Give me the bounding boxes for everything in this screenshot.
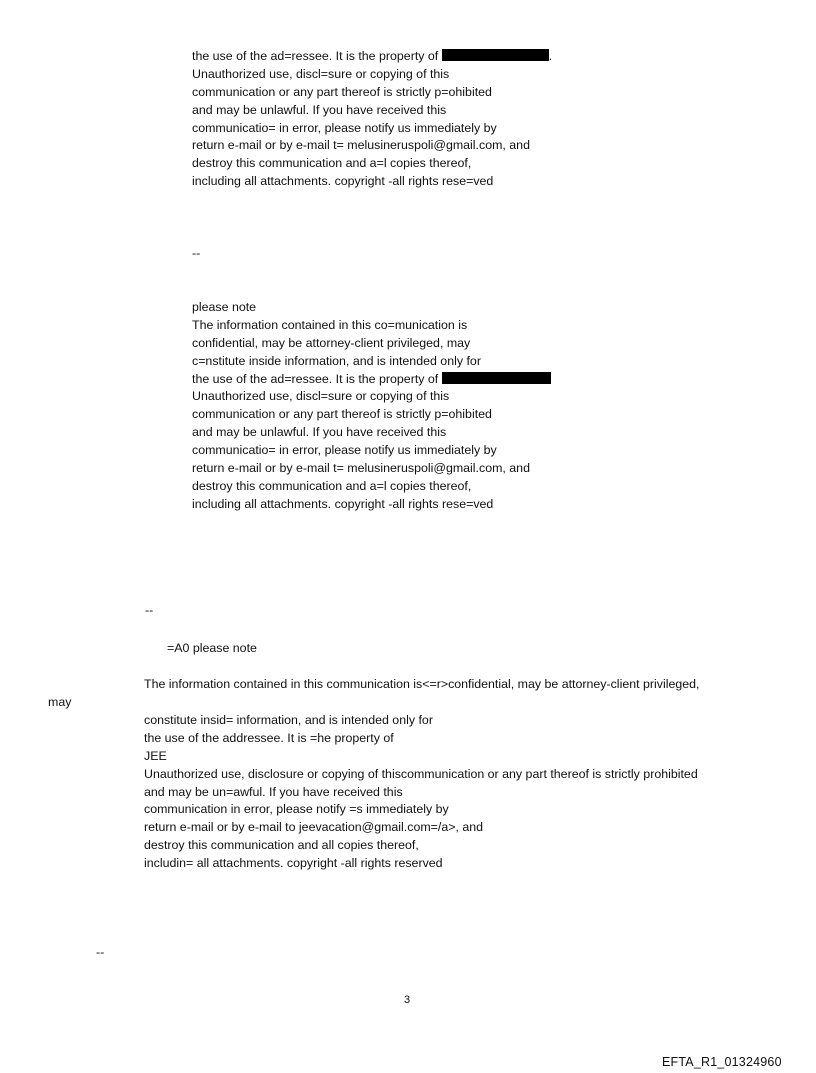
email-footer-block-2 (192, 299, 551, 514)
text-line: Unauthorized use, discl=sure or copying of this (192, 66, 450, 81)
text-line: return e-mail or by e-mail t= melusineruspoli@gmail.com, and (192, 138, 530, 153)
email-footer-block-1 (192, 48, 552, 191)
text-line: including all attachments. copyright -all rights rese=ved (192, 174, 494, 189)
redaction-bar (442, 49, 549, 61)
block-heading: please note (192, 300, 257, 314)
text-line: destroy this communication and all copies thereof, (144, 838, 419, 853)
separator: -- (145, 603, 154, 617)
property-line: the use of the ad=ressee. It is the property of (192, 371, 551, 389)
wrapped-word: may (48, 695, 72, 709)
text-line: communication or any part thereof is strictly p=ohibited (192, 407, 492, 422)
text-line: and may be unlawful. If you have received this (192, 425, 447, 440)
property-line: the use of the ad=ressee. It is the property of . (192, 49, 553, 63)
text-line: The information contained in this co=munication is (192, 317, 468, 332)
text-line: and may be un=awful. If you have received this (144, 784, 403, 799)
text-line: and may be unlawful. If you have received this (192, 102, 447, 117)
page-number: 3 (404, 994, 411, 1006)
text-line: Unauthorized use, discl=sure or copying of this (192, 389, 450, 404)
separator: -- (96, 945, 105, 959)
document-id: EFTA_R1_01324960 (662, 1055, 782, 1069)
text-line: confidential, may be attorney-client privileged, may (192, 335, 471, 350)
email-footer-block-3 (144, 712, 698, 873)
text-line: return e-mail or by e-mail t= melusineruspoli@gmail.com, and (192, 461, 530, 476)
text-line: destroy this communication and a=l copies thereof, (192, 478, 472, 493)
redaction-bar (442, 372, 551, 384)
text-line: communication or any part thereof is strictly p=ohibited (192, 84, 492, 99)
text-line: JEE (144, 748, 167, 763)
text-line: includin= all attachments. copyright -all rights reserved (144, 856, 443, 871)
text-line: return e-mail or by e-mail to jeevacation@gmail.com=/a>, and (144, 820, 484, 835)
text-line: communicatio= in error, please notify us immediately by (192, 443, 497, 458)
text-line: the use of the addressee. It is =he property of (144, 730, 394, 745)
text-line: c=nstitute inside information, and is intended only for (192, 353, 481, 368)
text-line: communicatio= in error, please notify us immediately by (192, 120, 497, 135)
text-line: communication in error, please notify =s immediately by (144, 802, 449, 817)
text-line: constitute insid= information, and is intended only for (144, 713, 433, 727)
separator: -- (192, 246, 201, 260)
text-line: Unauthorized use, disclosure or copying of thiscommunication or any part thereof is strictly prohibited (144, 766, 698, 781)
text-line: including all attachments. copyright -all rights rese=ved (192, 496, 494, 511)
text-line: destroy this communication and a=l copies thereof, (192, 156, 472, 171)
text-line: The information contained in this communication is<=r>confidential, may be attorney-client privileged, (144, 677, 700, 691)
block-heading: =A0 please note (167, 641, 257, 655)
